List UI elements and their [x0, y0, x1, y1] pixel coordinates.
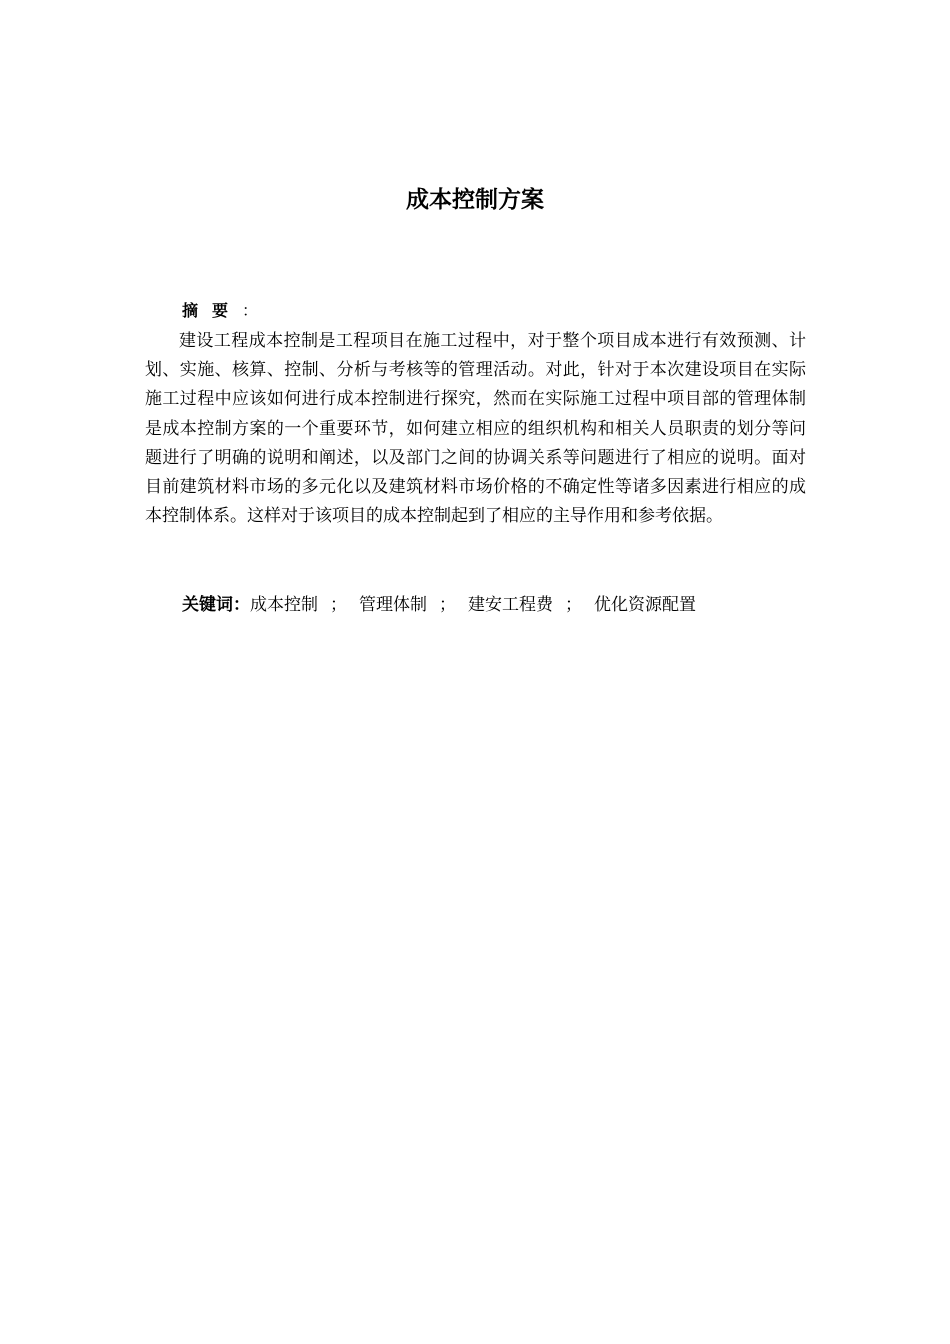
- document-title: 成本控制方案: [406, 187, 544, 213]
- abstract-paragraph: 建设工程成本控制是工程项目在施工过程中，对于整个项目成本进行有效预测、计划、实施、核算、控制、分析与考核等的管理活动。对此，针对于本次建设项目在实际施工过程中应该如何进行成本控制进行探究，然而在实际施工过程中项目部的管理体制是成本控制方案的一个重要环节，如何建立相应的组织机构和相关人员职责的划分等问题进行了明确的说明和阐述，以及部门之间的协调关系等问题进行了相应的说明。面对目前建筑材料市场的多元化以及建筑材料市场价格的不确定性等诸多因素进行相应的成本控制体系。这样对于该项目的成本控制起到了相应的主导作用和参考依据。: [145, 331, 806, 527]
- keyword-item: 优化资源配置: [594, 595, 696, 615]
- abstract-colon: ：: [242, 301, 259, 320]
- keyword-item: 建安工程费: [468, 595, 553, 615]
- abstract-label: 摘要: [182, 301, 243, 320]
- keywords-label: 关键词：: [182, 595, 250, 615]
- keyword-separator: ；: [439, 595, 456, 615]
- keyword-item: 管理体制: [359, 595, 427, 615]
- keyword-item: 成本控制: [250, 595, 318, 615]
- keyword-separator: ；: [330, 595, 347, 615]
- abstract-heading: [182, 298, 258, 324]
- keywords-line: [182, 591, 822, 619]
- keyword-separator: ；: [565, 595, 582, 615]
